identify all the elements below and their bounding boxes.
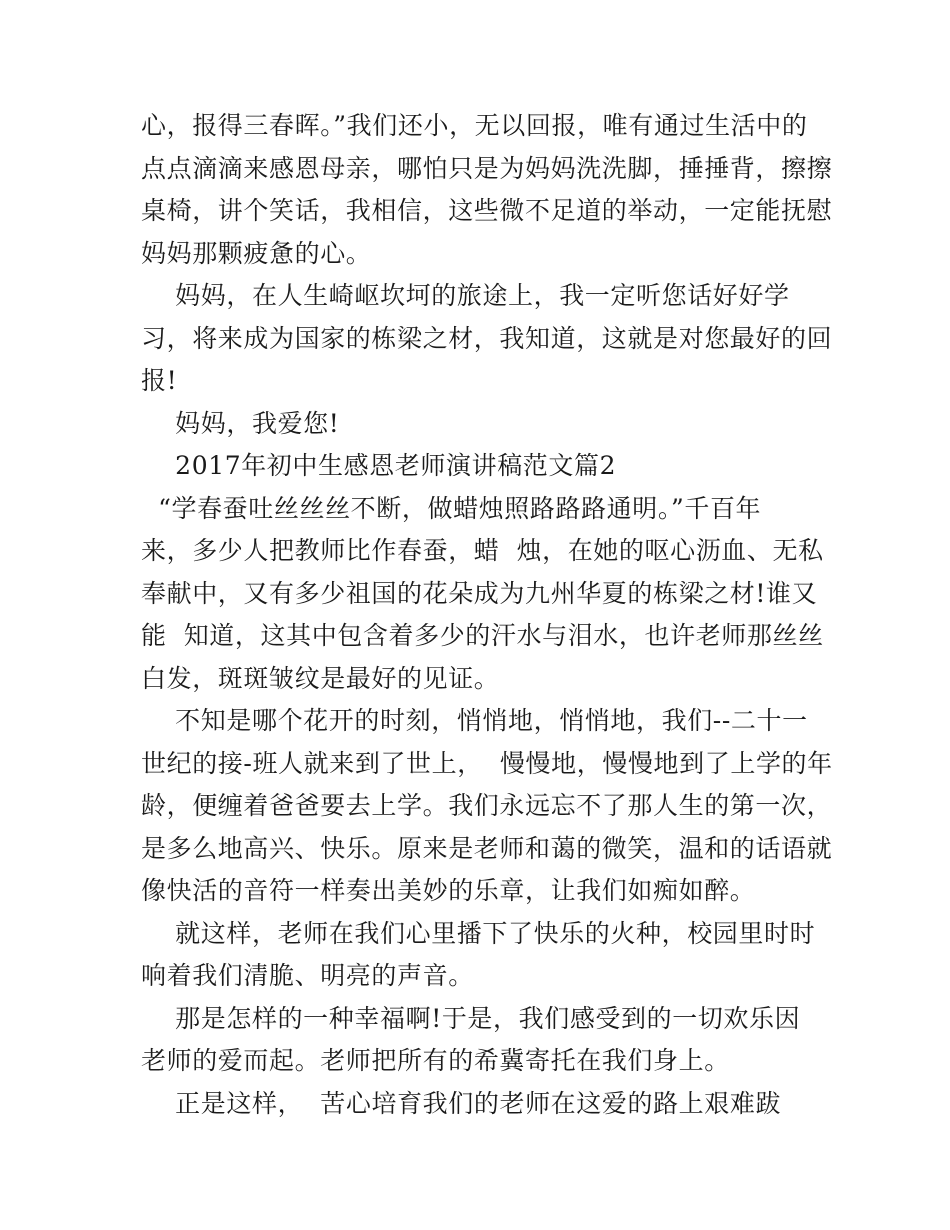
text-line: 白发，斑斑皱纹是最好的见证。 bbox=[141, 663, 500, 693]
text-line: 桌椅，讲个笑话，我相信，这些微不足道的举动，一定能抚慰 bbox=[141, 196, 833, 225]
text-line: 就这样，老师在我们心里播下了快乐的火种，校园里时时 bbox=[141, 918, 816, 948]
text-line: 世纪的接-班人就来到了世上， 慢慢地，慢慢地到了上学的年 bbox=[141, 748, 833, 778]
text-line: 响着我们清脆、明亮的声音。 bbox=[141, 961, 474, 990]
text-line: 报! bbox=[141, 366, 178, 395]
text-line: 妈妈，我爱您! bbox=[141, 408, 340, 438]
text-line: 龄，便缠着爸爸要去上学。我们永远忘不了那人生的第一次， bbox=[141, 791, 833, 820]
text-line: 那是怎样的一种幸福啊!于是，我们感受到的一切欢乐因 bbox=[141, 1003, 801, 1033]
text-line: 心，报得三春晖。”我们还小，无以回报，唯有通过生活中的 bbox=[141, 111, 808, 140]
text-line: 像快活的音符一样奏出美妙的乐章，让我们如痴如醉。 bbox=[141, 876, 756, 905]
text-line: 妈妈，在人生崎岖坎坷的旅途上，我一定听您话好好学 bbox=[141, 281, 790, 310]
text-line: 妈妈那颗疲惫的心。 bbox=[141, 238, 372, 268]
text-line: 来，多少人把教师比作春蚕，蜡 烛，在她的呕心沥血、无私 bbox=[141, 536, 824, 565]
text-line: 点点滴滴来感恩母亲，哪怕只是为妈妈洗洗脚，捶捶背，擦擦 bbox=[141, 153, 833, 183]
text-line: 是多么地高兴、快乐。原来是老师和蔼的微笑，温和的话语就 bbox=[141, 833, 833, 863]
text-line: 老师的爱而起。老师把所有的希冀寄托在我们身上。 bbox=[141, 1046, 730, 1075]
text-line: 能 知道，这其中包含着多少的汗水与泪水，也许老师那丝丝 bbox=[141, 621, 824, 650]
text-line: 正是这样， 苦心培育我们的老师在这爱的路上艰难跋 bbox=[141, 1088, 782, 1118]
section-heading: 2017年初中生感恩老师演讲稿范文篇2 bbox=[141, 451, 617, 480]
text-line: “学春蚕吐丝丝丝不断，做蜡烛照路路路通明。”千百年 bbox=[141, 493, 762, 523]
text-line: 不知是哪个花开的时刻，悄悄地，悄悄地，我们--二十一 bbox=[141, 706, 808, 735]
document-body bbox=[141, 105, 833, 1125]
text-line: 习，将来成为国家的栋梁之材，我知道，这就是对您最好的回 bbox=[141, 323, 833, 353]
text-line: 奉献中，又有多少祖国的花朵成为九州华夏的栋梁之材!谁又 bbox=[141, 578, 818, 608]
